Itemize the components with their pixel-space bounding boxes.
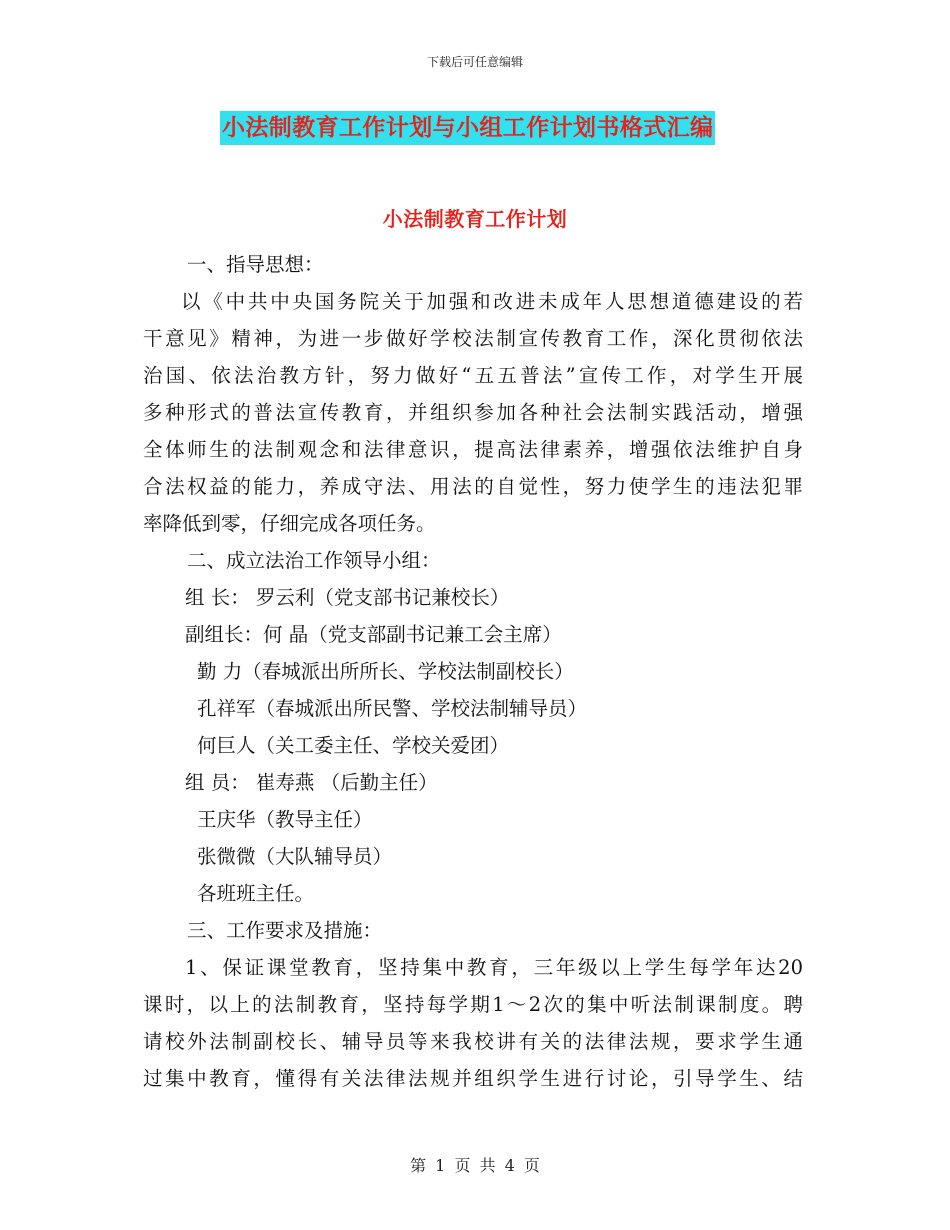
paragraph-line: 勤 力（春城派出所所长、学校法制副校长） xyxy=(197,660,574,683)
document-sub-title: 小法制教育工作计划 xyxy=(382,207,568,231)
paragraph-line: 率降低到零，仔细完成各项任务。 xyxy=(143,512,436,535)
paragraph-line: 以《中共中央国务院关于加强和改进未成年人思想道德建设的若 xyxy=(181,290,803,313)
header-note: 下载后可任意编辑 xyxy=(426,55,523,69)
paragraph-line: 组 长： 罗云利（党支部书记兼校长） xyxy=(185,586,510,609)
paragraph-line: 王庆华（教导主任） xyxy=(197,808,373,831)
paragraph-line: 请校外法制副校长、辅导员等来我校讲有关的法律法规，要求学生通 xyxy=(143,1030,803,1053)
paragraph-line: 课时，以上的法制教育，坚持每学期1～2次的集中听法制课制度。聘 xyxy=(143,993,803,1016)
paragraph-line: 二、成立法治工作领导小组： xyxy=(187,549,441,572)
paragraph-line: 全体师生的法制观念和法律意识，提高法律素养，增强依法维护自身 xyxy=(143,438,803,461)
paragraph-line: 各班班主任。 xyxy=(197,882,315,905)
paragraph-line: 三、工作要求及措施： xyxy=(187,919,383,942)
document-main-title: 小法制教育工作计划与小组工作计划书格式汇编 xyxy=(220,111,715,145)
paragraph-line: 过集中教育，懂得有关法律法规并组织学生进行讨论，引导学生、结 xyxy=(143,1067,803,1090)
paragraph-line: 多种形式的普法宣传教育，并组织参加各种社会法制实践活动，增强 xyxy=(143,401,803,424)
paragraph-line: 一、指导思想： xyxy=(187,253,324,276)
document-body xyxy=(143,246,803,1097)
paragraph-line: 干意见》精神，为进一步做好学校法制宣传教育工作，深化贯彻依法 xyxy=(143,327,803,350)
paragraph-line: 治国、依法治教方针，努力做好“五五普法”宣传工作，对学生开展 xyxy=(143,364,803,387)
paragraph-line: 1、保证课堂教育，坚持集中教育，三年级以上学生每学年达20 xyxy=(185,956,803,979)
paragraph-line: 何巨人（关工委主任、学校关爱团） xyxy=(197,734,510,757)
paragraph-line: 副组长：何 晶（党支部副书记兼工会主席） xyxy=(185,623,562,646)
paragraph-line: 孔祥军（春城派出所民警、学校法制辅导员） xyxy=(197,697,588,720)
paragraph-line: 合法权益的能力，养成守法、用法的自觉性，努力使学生的违法犯罪 xyxy=(143,475,803,498)
page-footer: 第 1 页 共 4 页 xyxy=(410,1156,540,1175)
paragraph-line: 张微微（大队辅导员） xyxy=(197,845,393,868)
paragraph-line: 组 员： 崔寿燕 （后勤主任） xyxy=(185,771,438,794)
